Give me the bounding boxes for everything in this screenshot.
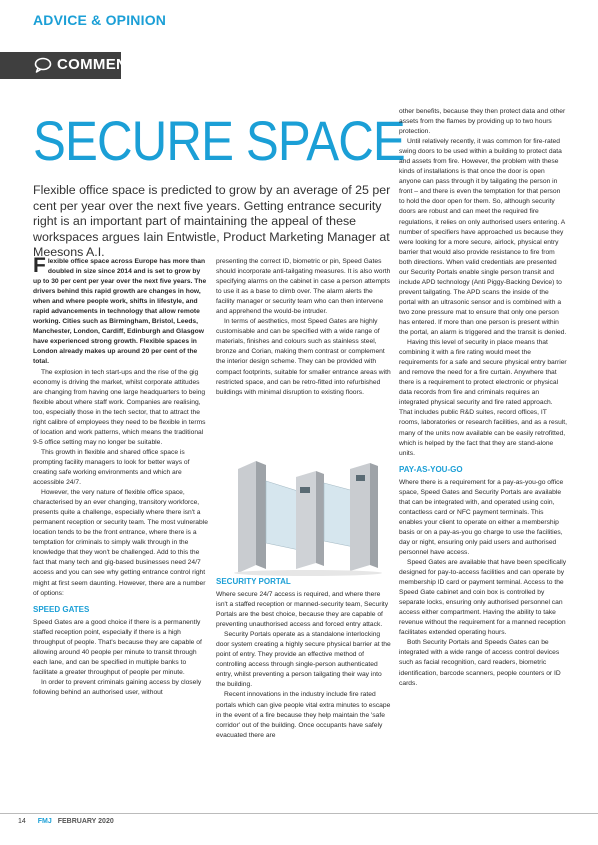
- magazine-logo: FMJ: [37, 818, 52, 825]
- body-paragraph: Where secure 24/7 access is required, and where there isn't a staffed reception or manned-security team, Security Portals are the best choice, because they are capable of preventing unauthorised access and forced entry attack.: [216, 591, 389, 629]
- comment-tag-bar: [0, 52, 137, 79]
- section-heading: ADVICE & OPINION: [33, 12, 167, 28]
- speech-bubble-icon: [34, 57, 52, 73]
- body-paragraph: Having this level of security in place means that combining it with a fire rating would meet the requirements for a safe and secure physical entry barrier and remove the need for a fire curtain. Anywhere that there is a requirement to protect electronic or physical data records from fire and criminals requires an integrated physical security and fire rated approach. That includes public R&D suites, record offices, IT rooms, laboratories or research facilities, and as a result, many of the units now available can be easily retrofitted, which is helped by the fact that they are stand-alone units.: [399, 339, 568, 457]
- subheading-speed-gates: SPEED GATES: [33, 604, 90, 614]
- comment-tag-label: COMMENT: [57, 56, 137, 73]
- body-paragraph: In order to prevent criminals gaining access by closely following behind an authorised user, without: [33, 678, 202, 696]
- drop-cap: F: [33, 254, 46, 277]
- body-paragraph: presenting the correct ID, biometric or pin, Speed Gates should incorporate anti-tailgating measures. It is also worth specifying alarms on the cabinet in case a person attempts to use it as a base to climb over. The alarm alerts the facility manager or security team who can then intervene and apprehend the would-be intruder.: [216, 258, 391, 316]
- column-2: [216, 257, 392, 398]
- body-paragraph: In terms of aesthetics, most Speed Gates are highly customisable and can be specified with a wide range of materials, finishes and colours such as stainless steel, bronze and Corian, making them contrast or complement the interior design scheme. They can be provided with compact footprints, suitable for smaller entrance areas with restricted space, and can be retro-fitted into refurbished buildings with minimal disruption to existing floors.: [216, 318, 391, 396]
- footer-rule: [0, 813, 598, 814]
- speed-gate-photo: [216, 447, 392, 577]
- column-2-lower: [216, 577, 392, 741]
- column-3: [399, 107, 567, 689]
- body-paragraph: However, the very nature of flexible office space, characterised by an ever changing, transitory workforce, presents quite a challenge, especially where there isn't a permanent reception or security team. The most vulnerable location tends to be the front entrance, where there is a temptation for criminals to simply walk through in the knowledge that they won't be challenged. Add to this the fact that many tech and gig-based businesses need 24/7 access and you can see why getting entrance control right might at first seem daunting. However, there are a number of options:: [33, 489, 208, 597]
- body-paragraph: Both Security Portals and Speeds Gates can be integrated with a wide range of access control devices such as facial recognition, card readers, biometric identification, barcode scanners, people counters or ID cards.: [399, 639, 561, 687]
- column-1: [33, 254, 209, 698]
- issue-date: FEBRUARY 2020: [57, 818, 114, 825]
- page-number: 14: [18, 818, 26, 825]
- page-footer: [18, 818, 114, 825]
- subheading-security-portal: SECURITY PORTAL: [216, 577, 291, 586]
- body-paragraph: Speed Gates are a good choice if there is a permanently staffed reception point, especially if there is a high throughput of people. That's because they are capable of allowing around 40 people per minute to transit through each lane, and can be specified in multiple banks to facilitate a greater throughput of people per minute.: [33, 618, 202, 676]
- body-paragraph: Where there is a requirement for a pay-as-you-go office space, Speed Gates and Security Portals are available that can be integrated with, and operated using coin, contactless card or NFC payment terminals. This enables your client to operate on either a membership basis or on a pay-as-you go charge to use the facilities, day or night, ensuring only paid users and authorised personnel have access.: [399, 478, 564, 556]
- body-paragraph: other benefits, because they then protect data and other assets from the flames by providing up to two hours protection.: [399, 108, 566, 136]
- subheading-pay-as-you-go: PAY-AS-YOU-GO: [399, 464, 463, 474]
- body-paragraph: The explosion in tech start-ups and the rise of the gig economy is driving the market, whilst corporate attitudes are changing from having one large headquarters to being flexible about where staff work. Companies are realising, too, especially those in the tech sector, that to attract the right calibre of employees they need to be flexible in terms of location and work patterns, which means the traditional 9-5 office setting may no longer be suitable.: [33, 368, 206, 446]
- body-paragraph: Speed Gates are available that have been specifically designed for pay-to-access facilities and can operate by membership ID card or payment terminal. Access to the Speed Gate cabinet and coin box is controlled by separate locks, ensuring only authorised personnel can access either compartment. Having the ability to take revenue without the requirement for a manned reception facilitates extended operating hours.: [399, 559, 567, 637]
- body-paragraph: Until relatively recently, it was common for fire-rated swing doors to be used within a building to protect data and assets from fire. However, the problem with these kinds of installations is that once the door is open anyone can pass through it by tailgating the person in front – and there is even the temptation for that person to hold the door open for them. So, although security doors are robust and can meet the required fire regulations, it relies on only authorised users entering. A number of specifiers have approached us because they were looking for a more secure, airlock, physical entry barrier that would also provide resistance to fire from both directions. When valid credentials are presented our Security Portals enable single person transit and include APD technology (Anti Piggy-Backing Device) to prevent tailgating. The APD scans the inside of the portal with an ultrasonic sensor and is combined with a two zone pressure mat to ensure that only one person has entered. If more than one person is present within the portal, an alarm is triggered and the transit is denied.: [399, 138, 567, 337]
- body-paragraph: This growth in flexible and shared office space is prompting facility managers to look for better ways of creating safe working environments and which are accessible 24/7.: [33, 448, 190, 487]
- body-paragraph: Recent innovations in the industry include fire rated portals which can give people vital extra minutes to escape in the event of a fire because they help maintain the 'safe corridor' out of the building. Once occupants have safely evacuated there are: [216, 691, 391, 739]
- lead-text: lexible office space across Europe has more than doubled in size since 2014 and is set to grow by up to 30 per cent per year over the next five years. The drivers behind this rapid growth are changes in how, when and where people work, shifts in lifestyle, and rapid advancements in technology that allow remote working. Cities such as Birmingham, Bristol, Leeds, Manchester, London, Cardiff, Edinburgh and Glasgow have experienced strong growth. Flexible spaces in London already makes up around 20 per cent of the total.: [33, 258, 207, 366]
- headline: SECURE SPACE: [33, 109, 405, 172]
- standfirst: Flexible office space is predicted to grow by an average of 25 per cent per year over the next five years. Getting entrance security right is an important part of maintaining the appeal of these workspaces argues Iain Entwistle, Product Marketing Manager at Meesons A.I.: [33, 183, 391, 260]
- lead-paragraph: [33, 254, 209, 368]
- body-paragraph: Security Portals operate as a standalone interlocking door system creating a highly secure physical barrier at the point of entry. They provide an effective method of controlling access through single-person authenticated entry, whilst preventing a person tailgating their way into the building.: [216, 631, 391, 689]
